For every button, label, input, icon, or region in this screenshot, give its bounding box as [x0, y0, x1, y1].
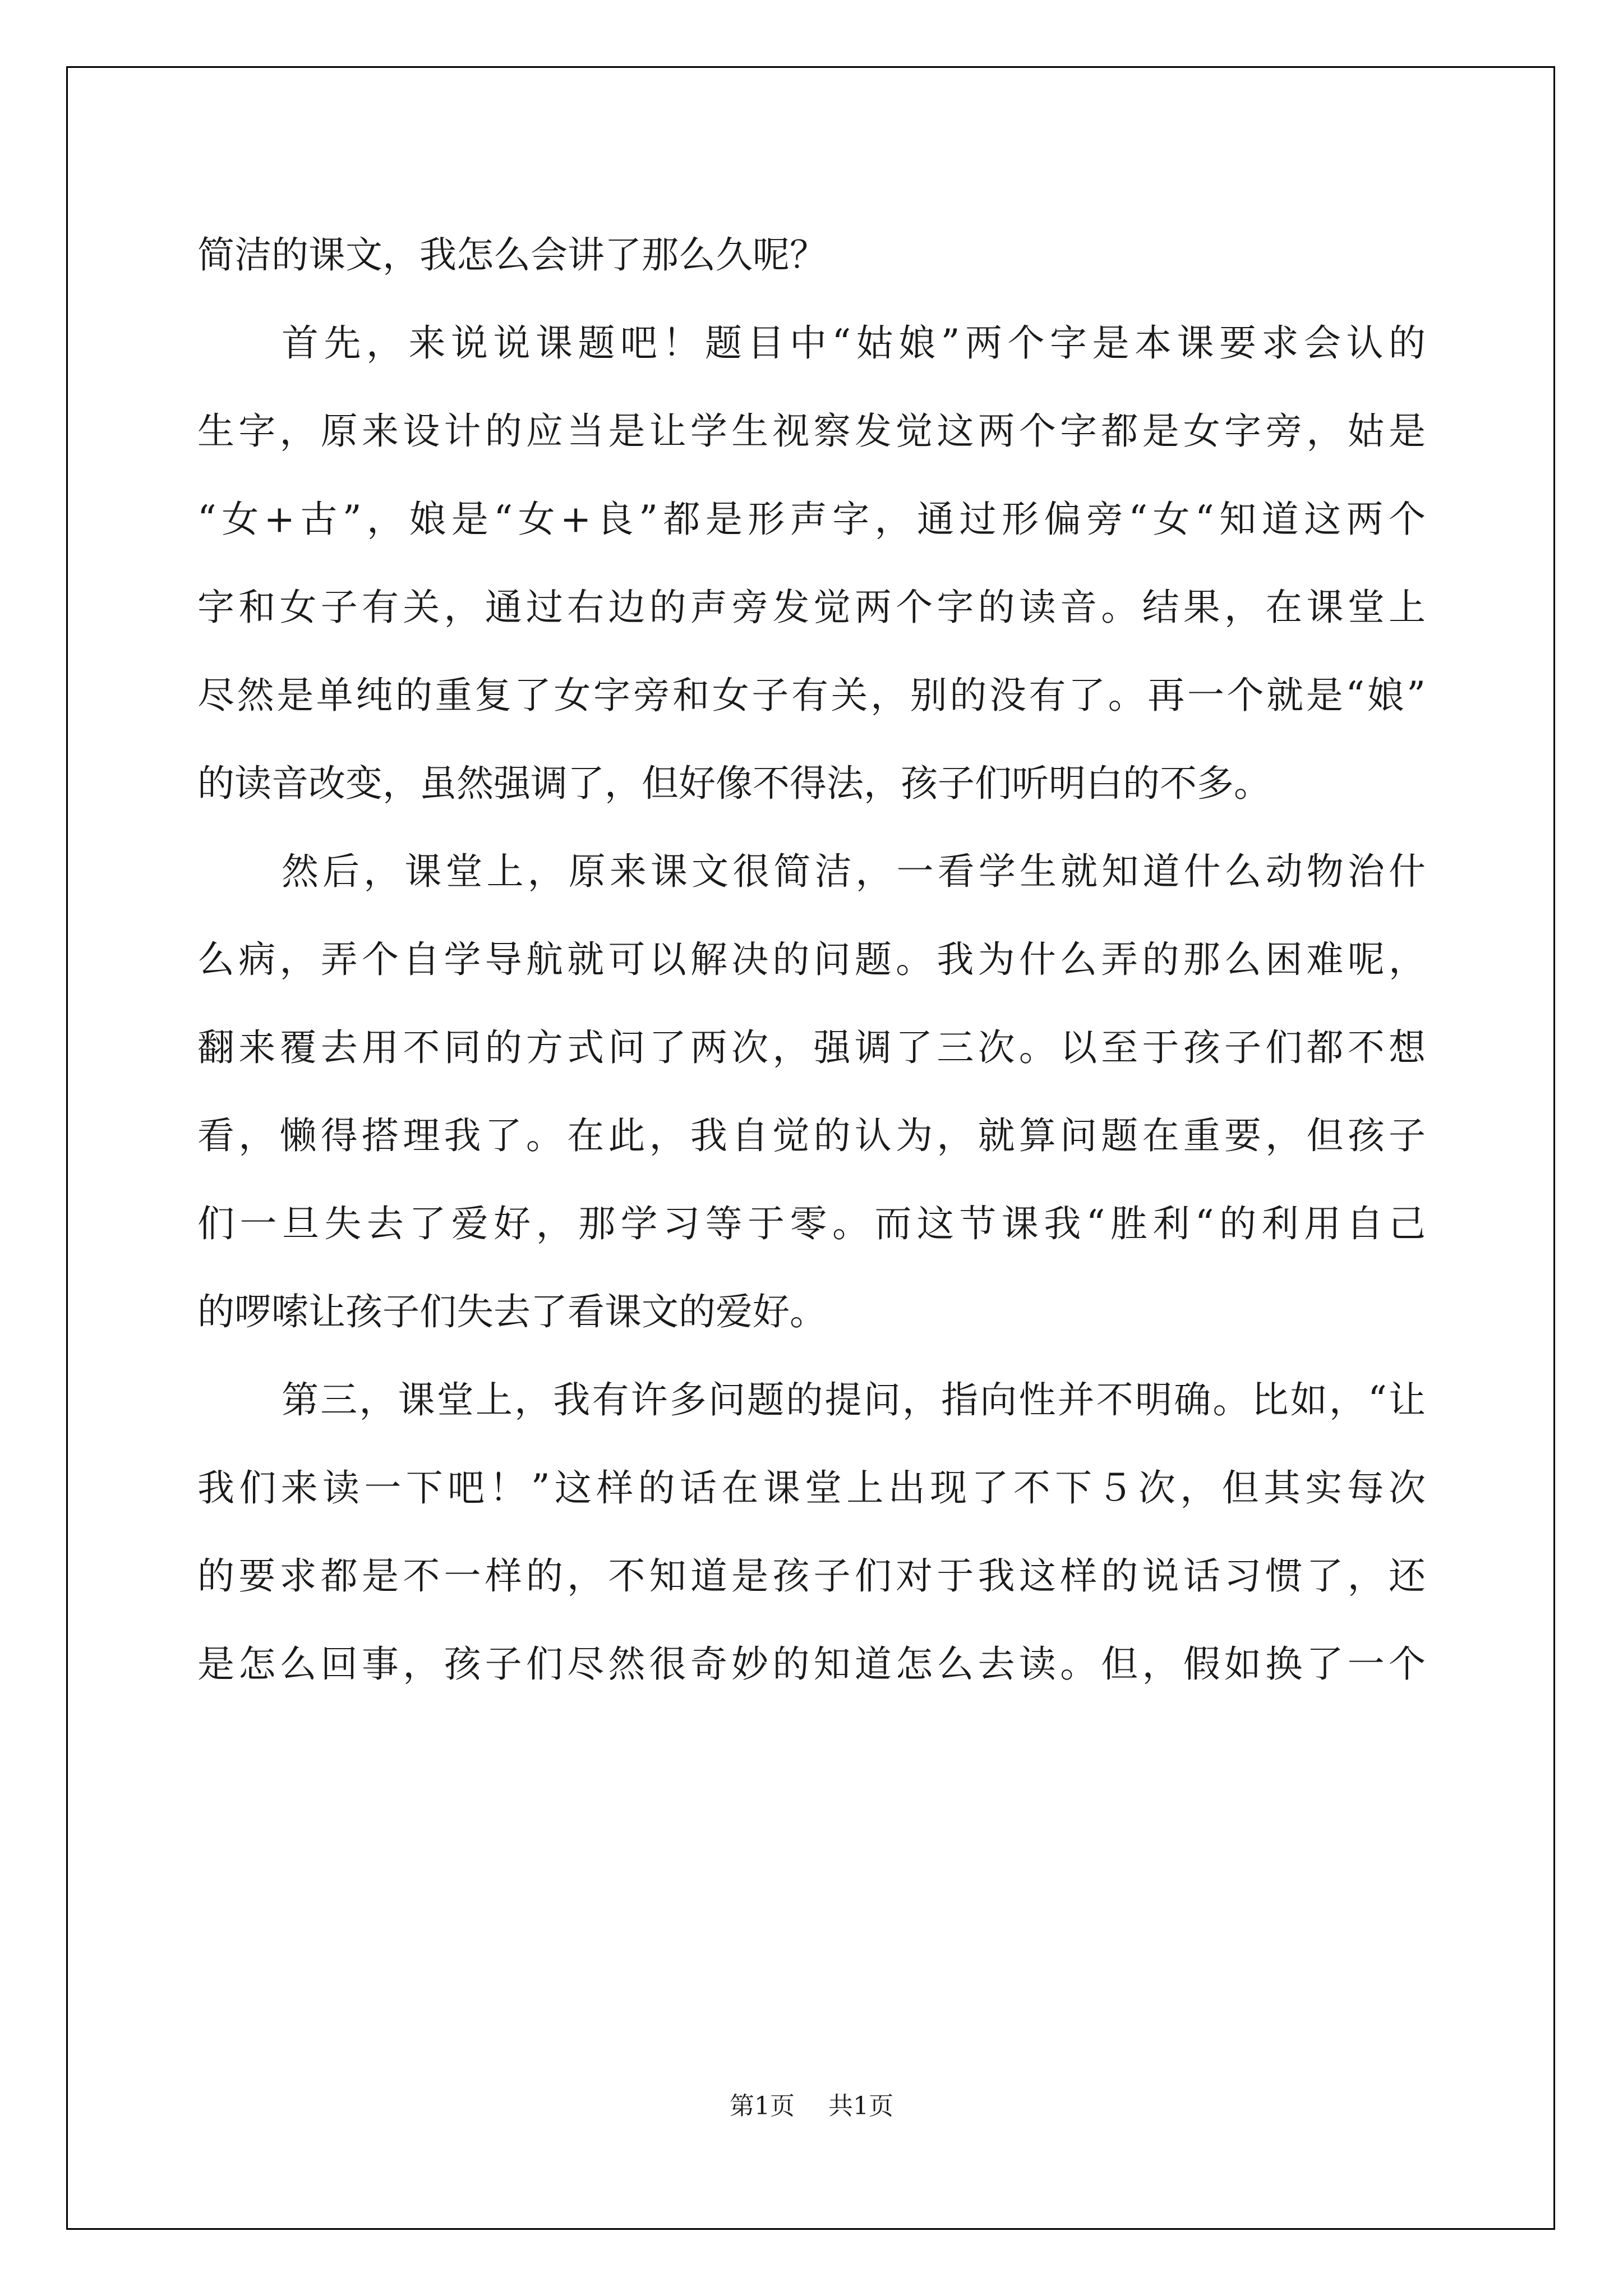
- text-line-2: 首先，来说说课题吧！题目中“姑娘”两个字是本课要求会认的: [282, 321, 1426, 365]
- page-footer: [0, 2090, 1623, 2123]
- total-pages: 共1页: [828, 2092, 893, 2120]
- text-line-12: 们一旦失去了爱好，那学习等于零。而这节课我“胜利“的利用自己: [197, 1202, 1426, 1245]
- text-line-14: 第三，课堂上，我有许多问题的提问，指向性并不明确。比如，“让: [282, 1378, 1426, 1421]
- text-line-5: 字和女子有关，通过右边的声旁发觉两个字的读音。结果，在课堂上: [197, 586, 1426, 629]
- text-line-15: 我们来读一下吧！”这样的话在课堂上出现了不下５次，但其实每次: [197, 1466, 1426, 1510]
- text-line-16: 的要求都是不一样的，不知道是孩子们对于我这样的说话习惯了，还: [197, 1554, 1426, 1598]
- text-line-9: 么病，弄个自学导航就可以解决的问题。我为什么弄的那么困难呢，: [197, 938, 1426, 981]
- text-line-3: 生字，原来设计的应当是让学生视察发觉这两个字都是女字旁，姑是: [197, 409, 1426, 453]
- text-line-6: 尽然是单纯的重复了女字旁和女子有关，别的没有了。再一个就是“娘”: [197, 674, 1426, 717]
- text-line-1: 简洁的课文，我怎么会讲了那么久呢？: [197, 233, 827, 277]
- text-line-17: 是怎么回事，孩子们尽然很奇妙的知道怎么去读。但，假如换了一个: [197, 1642, 1426, 1686]
- text-line-4: “女+古”，娘是“女+良”都是形声字，通过形偏旁“女“知道这两个: [197, 498, 1426, 541]
- text-line-10: 翻来覆去用不同的方式问了两次，强调了三次。以至于孩子们都不想: [197, 1026, 1426, 1069]
- text-line-7: 的读音改变，虽然强调了，但好像不得法，孩子们听明白的不多。: [197, 762, 1271, 805]
- page-number: 第1页: [730, 2092, 795, 2120]
- text-line-13: 的啰嗦让孩子们失去了看课文的爱好。: [197, 1290, 827, 1333]
- text-line-8: 然后，课堂上，原来课文很简洁，一看学生就知道什么动物治什: [282, 850, 1426, 893]
- text-line-11: 看，懒得搭理我了。在此，我自觉的认为，就算问题在重要，但孩子: [197, 1114, 1426, 1157]
- document-body: [197, 211, 1426, 1708]
